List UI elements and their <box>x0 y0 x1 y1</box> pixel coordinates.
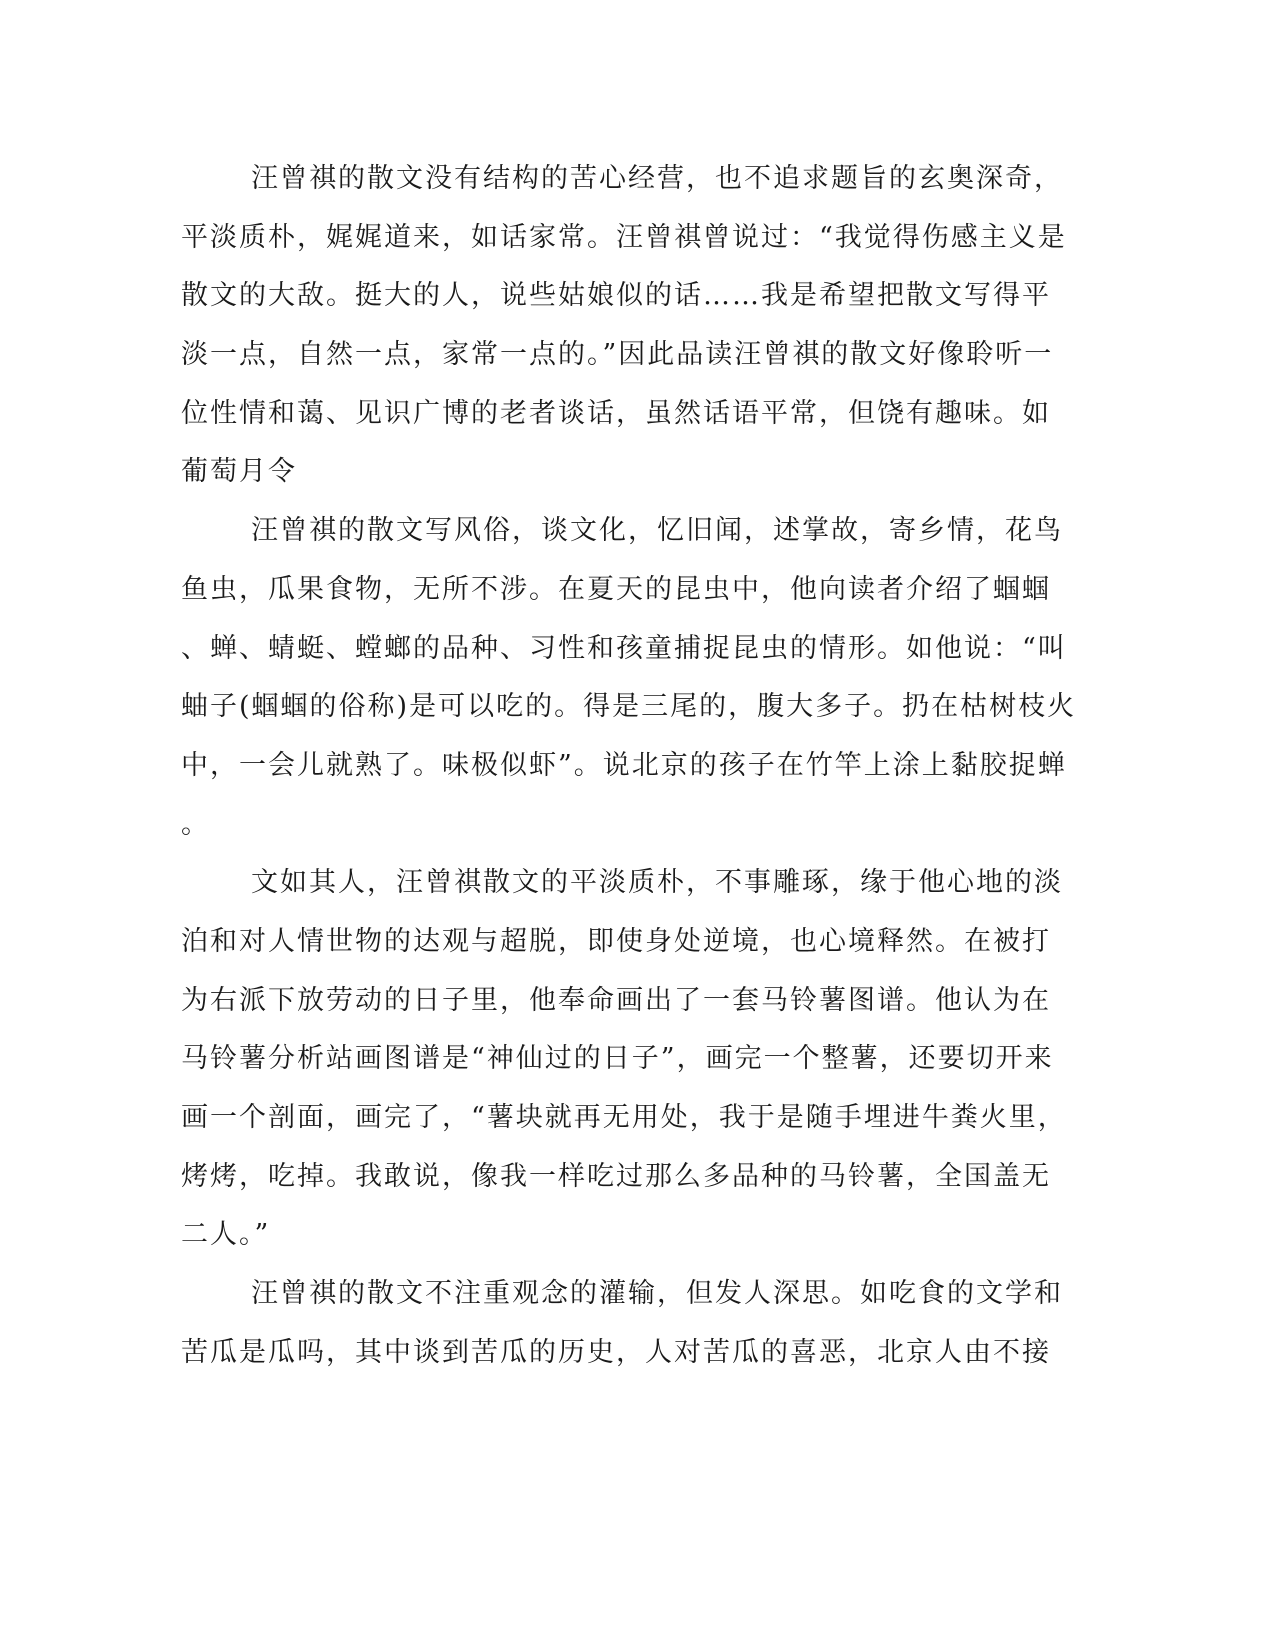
text-line: 汪曾祺的散文没有结构的苦心经营，也不追求题旨的玄奥深奇， <box>251 163 1063 194</box>
text-line: 鱼虫，瓜果食物，无所不涉。在夏天的昆虫中，他向读者介绍了蝈蝈 <box>181 573 1051 605</box>
text-line: 平淡质朴，娓娓道来，如话家常。汪曾祺曾说过：“我觉得伤感主义是 <box>181 221 1067 253</box>
text-line: 中，一会儿就熟了。味极似虾”。说北京的孩子在竹竿上涂上黏胶捉蝉 <box>181 749 1067 781</box>
text-line: 文如其人，汪曾祺散文的平淡质朴，不事雕琢，缘于他心地的淡 <box>251 867 1063 899</box>
text-line: 汪曾祺的散文不注重观念的灌输，但发人深思。如吃食的文学和 <box>251 1278 1063 1310</box>
text-line: 散文的大敌。挺大的人，说些姑娘似的话……我是希望把散文写得平 <box>181 280 1051 312</box>
text-line: 马铃薯分析站画图谱是“神仙过的日子”，画完一个整薯，还要切开来 <box>181 1043 1054 1075</box>
text-line: 画一个剖面，画完了，“薯块就再无用处，我于是随手埋进牛粪火里， <box>181 1102 1067 1133</box>
text-line: 为右派下放劳动的日子里，他奉命画出了一套马铃薯图谱。他认为在 <box>181 984 1051 1016</box>
text-line: 蚰子(蝈蝈的俗称)是可以吃的。得是三尾的，腹大多子。扔在枯树枝火 <box>181 691 1077 723</box>
text-line: 淡一点，自然一点，家常一点的。”因此品读汪曾祺的散文好像聆听一 <box>181 339 1054 371</box>
text-line: 泊和对人情世物的达观与超脱，即使身处逆境，也心境释然。在被打 <box>181 925 1051 957</box>
text-line: 位性情和蔼、见识广博的老者谈话，虽然话语平常，但饶有趣味。如 <box>181 397 1051 429</box>
text-line: 汪曾祺的散文写风俗，谈文化，忆旧闻，述掌故，寄乡情，花鸟 <box>251 515 1063 547</box>
text-line: 烤烤，吃掉。我敢说，像我一样吃过那么多品种的马铃薯，全国盖无 <box>181 1160 1051 1192</box>
paragraph <box>181 1265 1063 1382</box>
text-line: 苦瓜是瓜吗，其中谈到苦瓜的历史，人对苦瓜的喜恶，北京人由不接 <box>181 1336 1051 1368</box>
text-line: 。 <box>181 808 210 840</box>
paragraph <box>181 854 1067 1265</box>
paragraph <box>181 150 1067 502</box>
text-line: 二人。” <box>181 1219 271 1251</box>
text-line: 、蝉、蜻蜓、螳螂的品种、习性和孩童捕捉昆虫的情形。如他说：“叫 <box>181 632 1067 664</box>
paragraph <box>181 502 1077 854</box>
text-line: 葡萄月令 <box>181 456 297 488</box>
document-body <box>181 150 1077 1382</box>
